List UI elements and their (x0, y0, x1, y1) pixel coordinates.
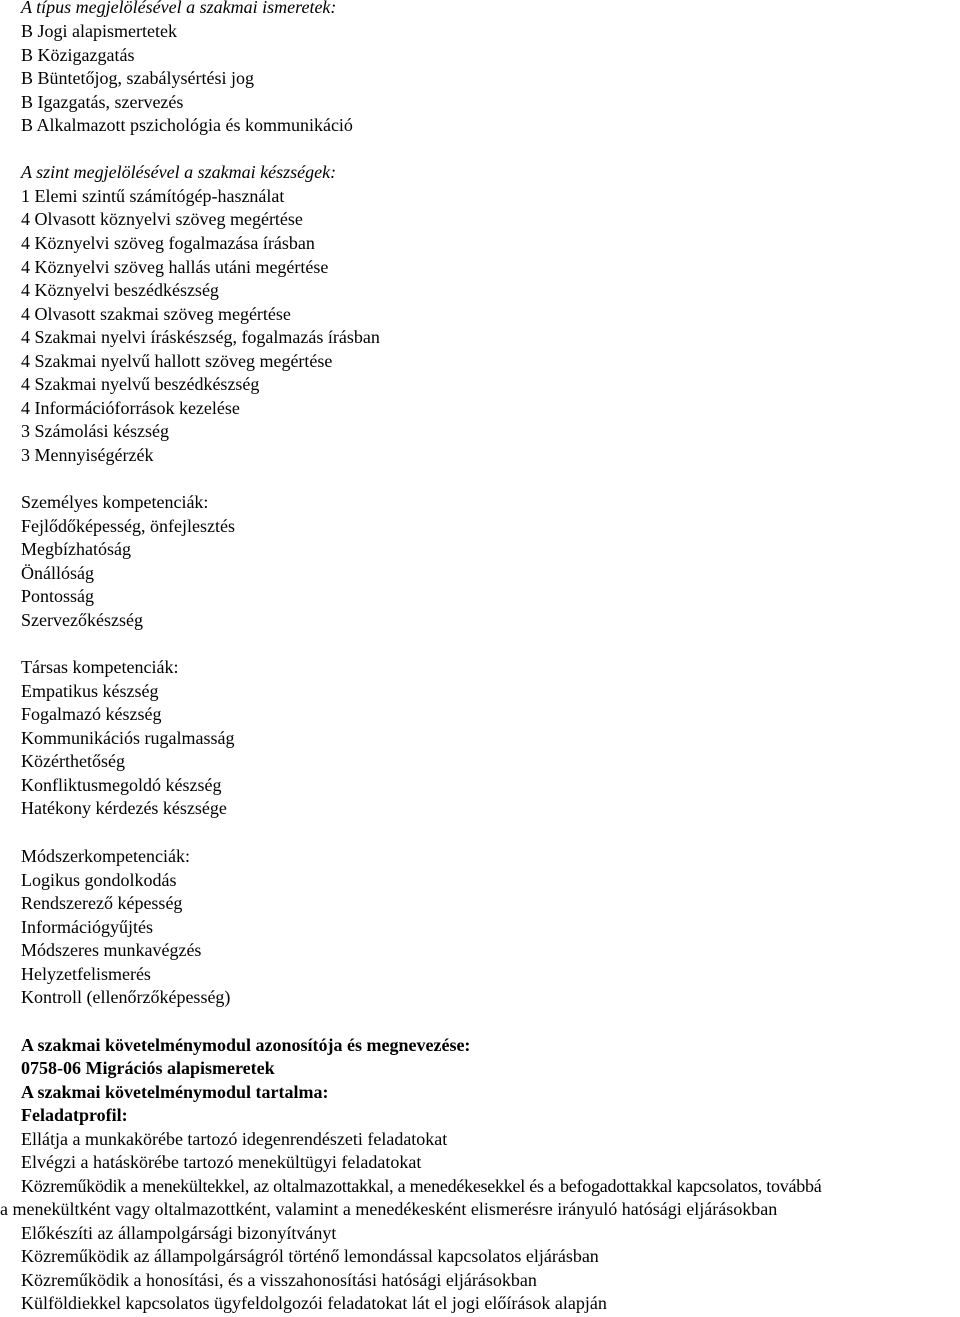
level-section-heading: A szint megjelölésével a szakmai készségek: (21, 162, 337, 182)
personal-item: Megbízhatóság (21, 539, 131, 559)
profile-heading: Feladatprofil: (21, 1105, 128, 1125)
skill-item: 4 Köznyelvi beszédkészség (21, 280, 219, 300)
skill-item: 4 Köznyelvi szöveg fogalmazása írásban (21, 233, 315, 253)
social-item: Közérthetőség (21, 751, 125, 771)
skill-item: 1 Elemi szintű számítógép-használat (21, 186, 285, 206)
personal-item: Önállóság (21, 563, 94, 583)
skill-item: 4 Szakmai nyelvű hallott szöveg megértése (21, 351, 333, 371)
method-item: Rendszerező képesség (21, 893, 183, 913)
social-section-heading: Társas kompetenciák: (21, 657, 179, 677)
type-item: B Büntetőjog, szabálysértési jog (21, 68, 254, 88)
personal-item: Pontosság (21, 586, 95, 606)
task-item: Elvégzi a hatáskörébe tartozó menekültügyi feladatokat (21, 1152, 422, 1172)
module-id-heading: A szakmai követelménymodul azonosítója és megnevezése: (21, 1035, 471, 1055)
social-item: Hatékony kérdezés készsége (21, 798, 227, 818)
method-section-heading: Módszerkompetenciák: (21, 846, 190, 866)
method-item: Információgyűjtés (21, 917, 153, 937)
skill-item: 4 Köznyelvi szöveg hallás utáni megértése (21, 257, 329, 277)
task-item-continued: a menekültként vagy oltalmazottként, valamint a menedékesként elismerésre irányuló hatósági eljárásokban (0, 1199, 778, 1219)
social-item: Fogalmazó készség (21, 704, 162, 724)
skill-item: 4 Szakmai nyelvű beszédkészség (21, 374, 260, 394)
skill-item: 4 Olvasott szakmai szöveg megértése (21, 304, 291, 324)
module-content-heading: A szakmai követelménymodul tartalma: (21, 1082, 329, 1102)
method-item: Módszeres munkavégzés (21, 940, 202, 960)
type-item: B Közigazgatás (21, 45, 135, 65)
module-id-value: 0758-06 Migrációs alapismeretek (21, 1058, 275, 1078)
social-item: Empatikus készség (21, 681, 159, 701)
type-item: B Igazgatás, szervezés (21, 92, 184, 112)
skill-item: 3 Mennyiségérzék (21, 445, 154, 465)
type-section-heading: A típus megjelölésével a szakmai ismeretek: (21, 0, 337, 17)
type-item: B Alkalmazott pszichológia és kommunikáció (21, 115, 353, 135)
task-item: Közreműködik az állampolgárságról történő lemondással kapcsolatos eljárásban (21, 1246, 599, 1266)
personal-section-heading: Személyes kompetenciák: (21, 492, 209, 512)
skill-item: 4 Olvasott köznyelvi szöveg megértése (21, 209, 303, 229)
method-item: Logikus gondolkodás (21, 870, 177, 890)
skill-item: 4 Információforrások kezelése (21, 398, 240, 418)
personal-item: Fejlődőképesség, önfejlesztés (21, 516, 235, 536)
personal-item: Szervezőkészség (21, 610, 143, 630)
social-item: Konfliktusmegoldó készség (21, 775, 222, 795)
method-item: Kontroll (ellenőrzőképesség) (21, 987, 231, 1007)
task-item: Külföldiekkel kapcsolatos ügyfeldolgozói feladatokat lát el jogi előírások alapján (21, 1293, 607, 1313)
skill-item: 4 Szakmai nyelvi íráskészség, fogalmazás írásban (21, 327, 380, 347)
task-item: Közreműködik a honosítási, és a visszahonosítási hatósági eljárásokban (21, 1270, 537, 1290)
social-item: Kommunikációs rugalmasság (21, 728, 235, 748)
method-item: Helyzetfelismerés (21, 964, 151, 984)
skill-item: 3 Számolási készség (21, 421, 169, 441)
task-item: Előkészíti az állampolgársági bizonyítványt (21, 1223, 337, 1243)
task-item: Közreműködik a menekültekkel, az oltalmazottakkal, a menedékesekkel és a befogadottakkal kapcsolatos, továbbá (21, 1176, 822, 1196)
task-item: Ellátja a munkakörébe tartozó idegenrendészeti feladatokat (21, 1129, 448, 1149)
type-item: B Jogi alapismertetek (21, 21, 177, 41)
